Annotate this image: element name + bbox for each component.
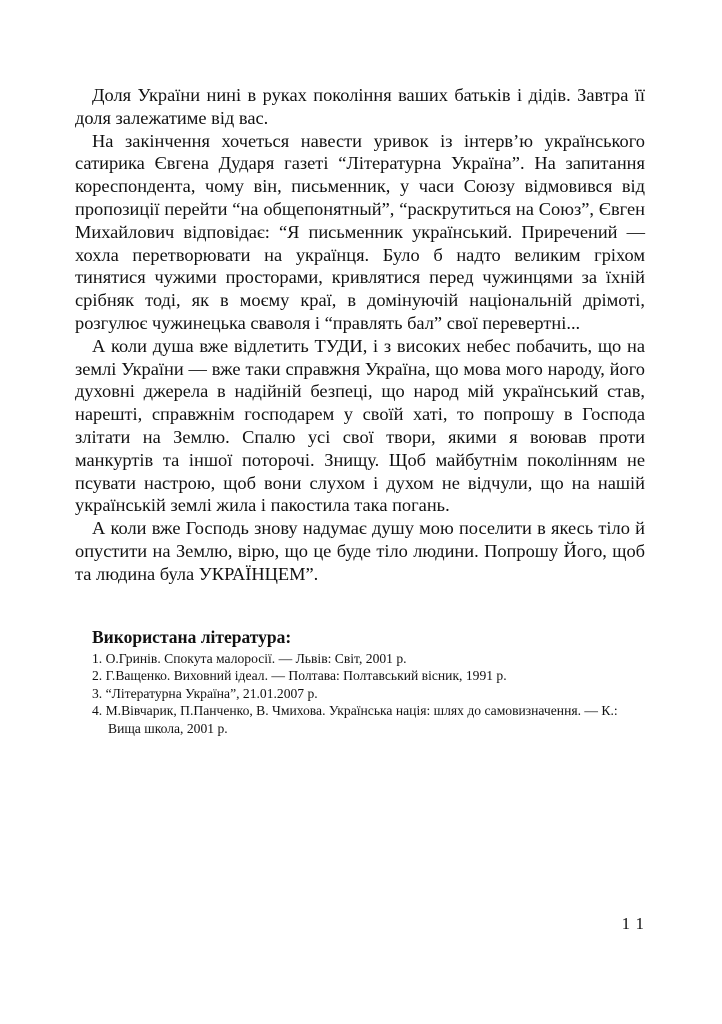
reference-item: 4. М.Вівчарик, П.Панченко, В. Чмихова. Українська нація: шлях до самовизначення. — К.: Вища школа, 2001 р. xyxy=(92,703,618,736)
references-title: Використана література: xyxy=(92,626,292,647)
page-number: 11 xyxy=(621,914,650,933)
reference-item: 1. О.Гринів. Спокута малоросії. — Львів: Світ, 2001 р. xyxy=(92,650,407,666)
reference-item: 2. Г.Ващенко. Виховний ідеал. — Полтава: Полтавський вісник, 1991 р. xyxy=(92,668,507,684)
paragraph: Доля України нині в руках покоління ваших батьків і дідів. Завтра її доля залежатиме від вас. xyxy=(75,85,645,128)
reference-item: 3. “Літературна Україна”, 21.01.2007 р. xyxy=(92,685,318,701)
paragraph: А коли вже Господь знову надумає душу мою поселити в якесь тіло й опустити на Землю, вірю, що це буде тіло людини. Попрошу Його, щоб та людина була УКРАЇНЦЕМ”. xyxy=(75,518,645,584)
paragraph: А коли душа вже відлетить ТУДИ, і з високих небес побачить, що на землі України — вже таки справжня Україна, що мова мого народу, його духовні джерела в надійній безпеці, що народ мій український став, нарешті, справжнім господарем у своїй хаті, то попрошу в Господа злітати на Землю. Спалю усі свої твори, якими я воював проти манкуртів та іншої поторочі. Знищу. Щоб майбутнім поколінням не псувати настрою, щоб вони слухом і духом не відчули, що на нашій українській землі жила і пакостила така погань. xyxy=(75,335,645,516)
paragraph: На закінчення хочеться навести уривок із інтерв’ю українського сатирика Євгена Дударя газеті “Літературна Україна”. На запитання кореспондента, чому він, письменник, у часи Союзу відмовився від пропозиції перейти “на общепонятный”, “раскрутиться на Союз”, Євген Михайлович відповідає: “Я письменник український. Приречений — хохла перетворювати на українця. Було б надто великим гріхом тинятися чужими просторами, кривлятися перед чужинцями за їхній срібняк тоді, як в моєму краї, в домінуючій національній дрімоті, розгулює чужинецька сваволя і “правлять бал” свої перевертні... xyxy=(75,130,645,333)
references-section xyxy=(75,626,645,738)
references-list xyxy=(92,650,645,738)
document-page xyxy=(75,84,645,738)
body-text xyxy=(75,84,645,586)
